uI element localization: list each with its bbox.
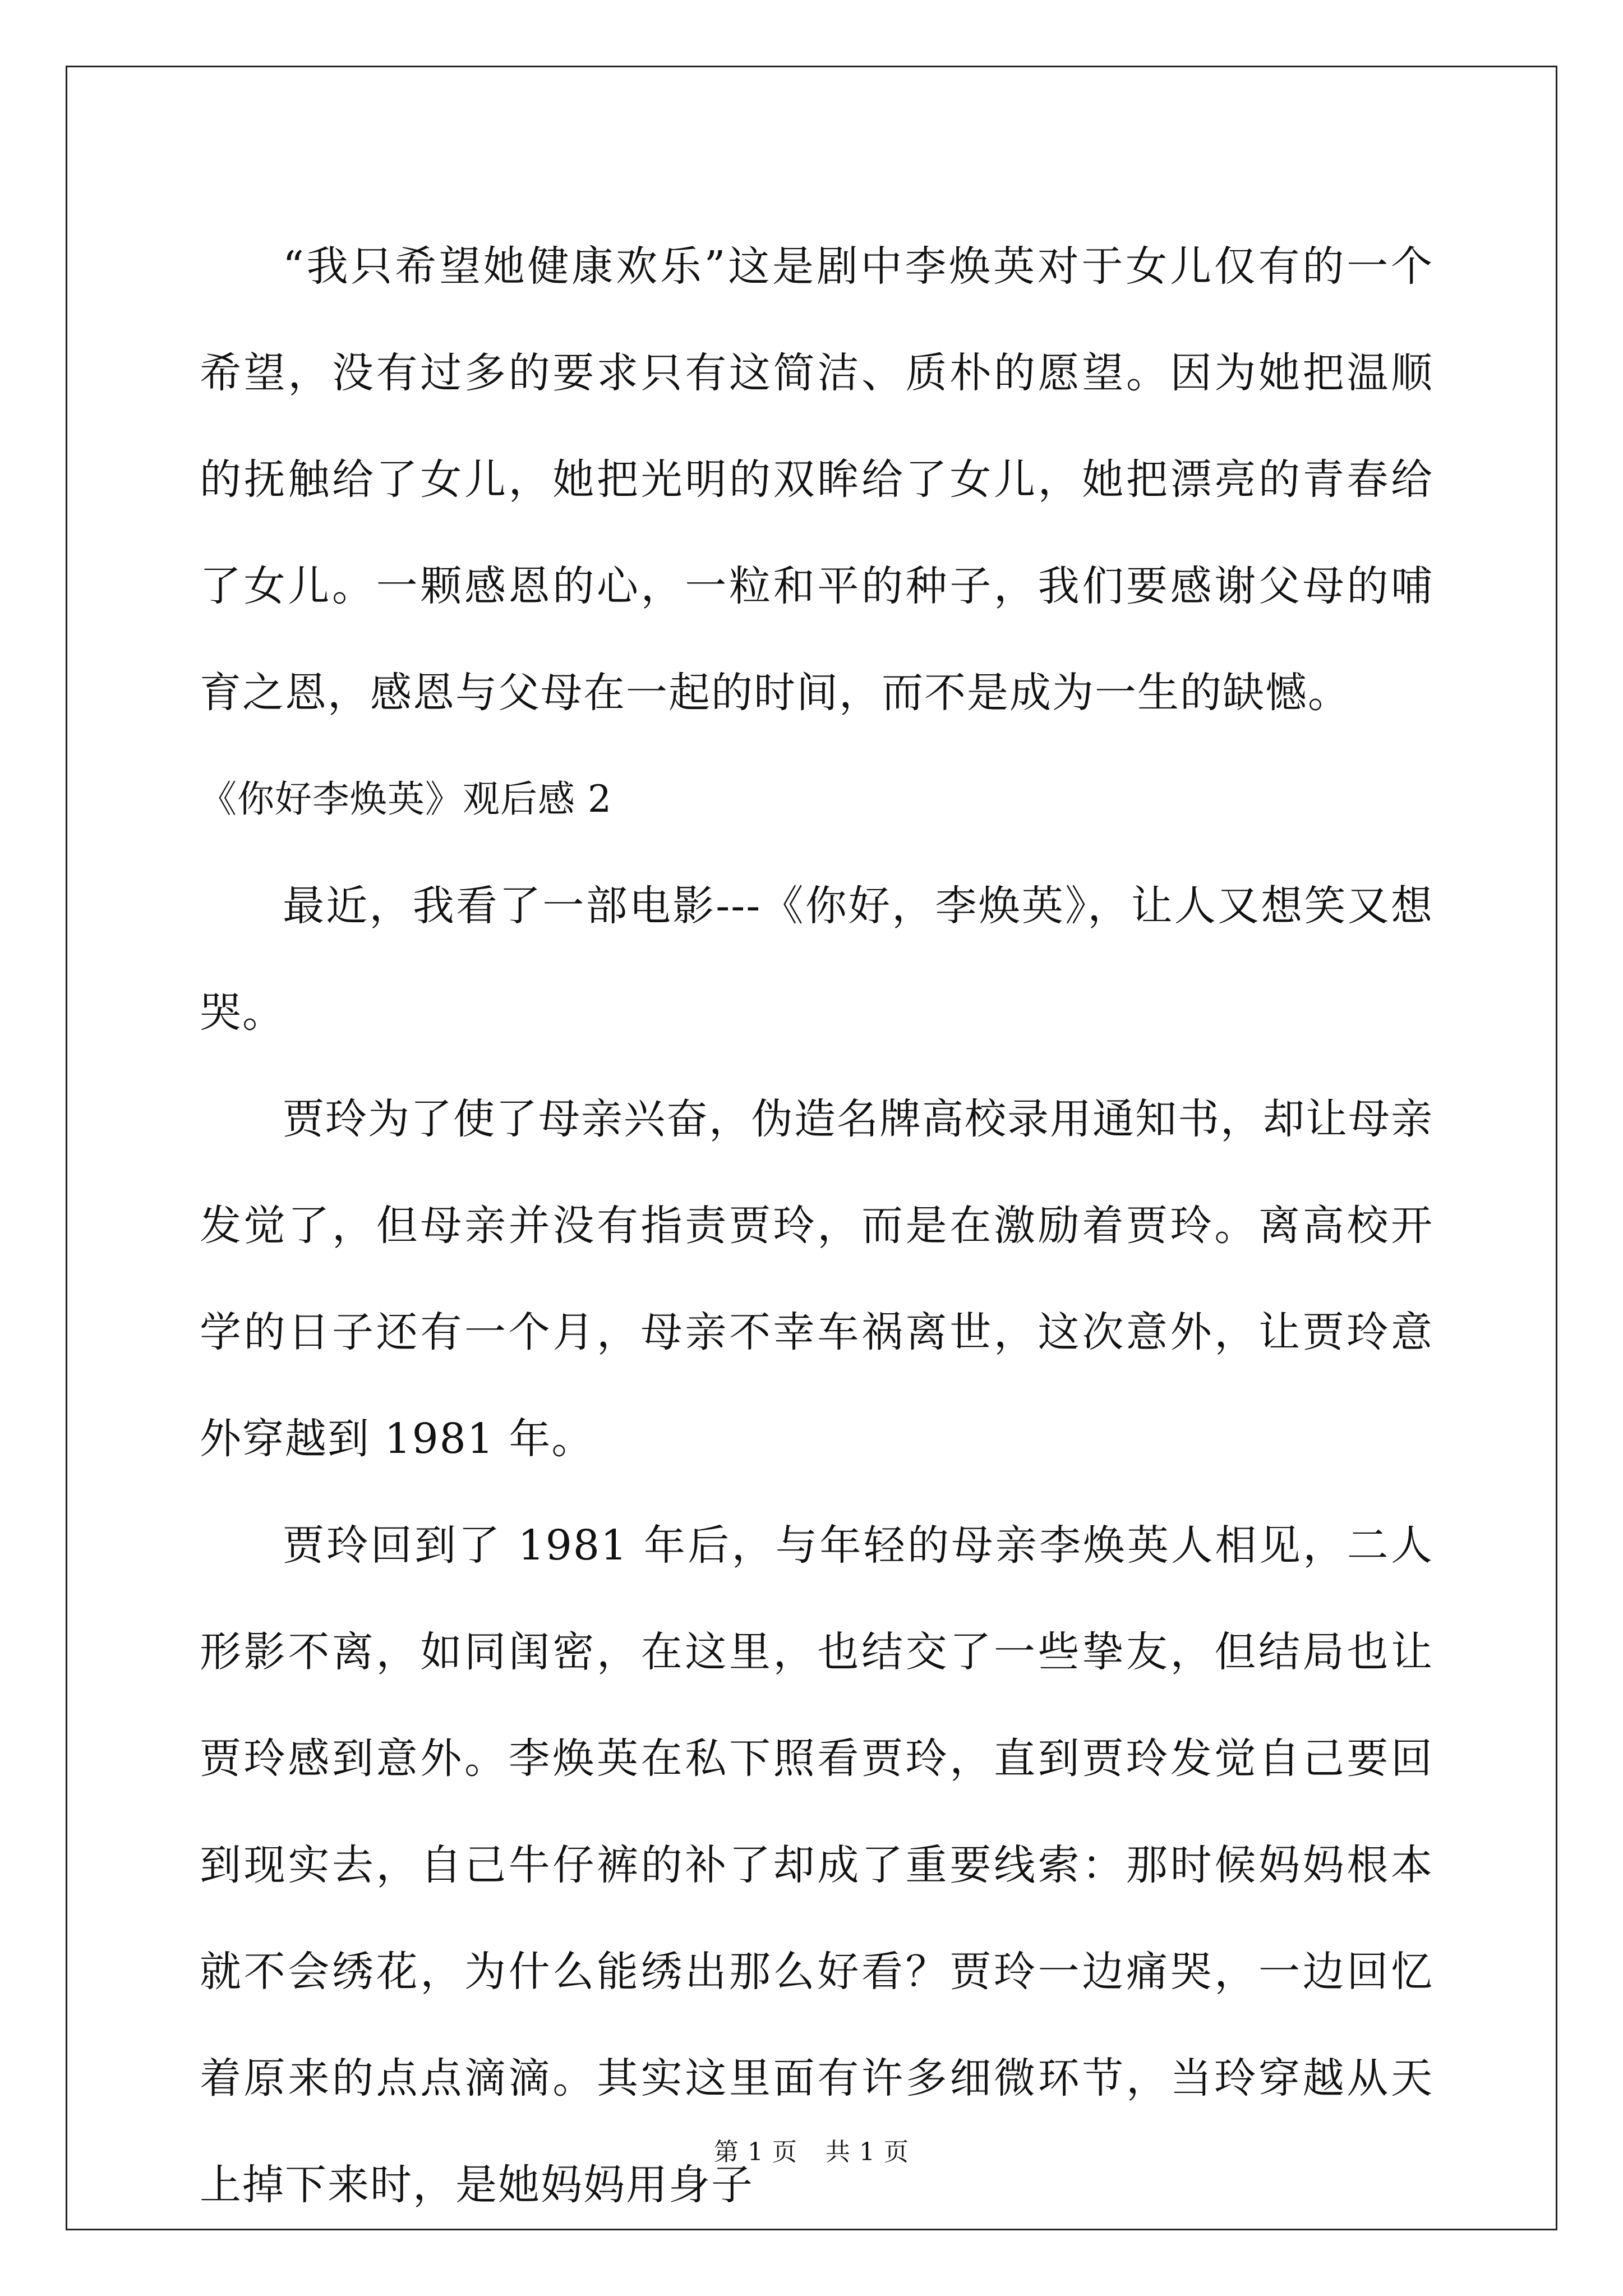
- section-heading: 《你好李焕英》观后感 2: [200, 777, 612, 821]
- page-footer: [0, 2132, 1623, 2168]
- document-body: [200, 213, 1433, 2238]
- page-total: 共 1 页: [826, 2138, 909, 2166]
- paragraph: 贾玲为了使了母亲兴奋，伪造名牌高校录用通知书，却让母亲发觉了，但母亲并没有指责贾玲，而是在激励着贾玲。离高校开学的日子还有一个月，母亲不幸车祸离世，这次意外，让贾玲意外穿越到 1981 年。: [200, 1095, 1433, 1463]
- paragraph: “我只希望她健康欢乐”这是剧中李焕英对于女儿仅有的一个希望，没有过多的要求只有这简洁、质朴的愿望。因为她把温顺的抚触给了女儿，她把光明的双眸给了女儿，她把漂亮的青春给了女儿。一颗感恩的心，一粒和平的种子，我们要感谢父母的哺育之恩，感恩与父母在一起的时间，而不是成为一生的缺憾。: [200, 242, 1433, 717]
- page-number: 第 1 页: [714, 2138, 797, 2166]
- paragraph: 最近，我看了一部电影---《你好，李焕英》，让人又想笑又想哭。: [200, 882, 1433, 1037]
- paragraph: 贾玲回到了 1981 年后，与年轻的母亲李焕英人相见，二人形影不离，如同闺密，在这里，也结交了一些挚友，但结局也让贾玲感到意外。李焕英在私下照看贾玲，直到贾玲发觉自己要回到现实去，自己牛仔裤的补了却成了重要线索：那时候妈妈根本就不会绣花，为什么能绣出那么好看？贾玲一边痛哭，一边回忆着原来的点点滴滴。其实这里面有许多细微环节，当玲穿越从天上掉下来时，是她妈妈用身子: [200, 1521, 1433, 2209]
